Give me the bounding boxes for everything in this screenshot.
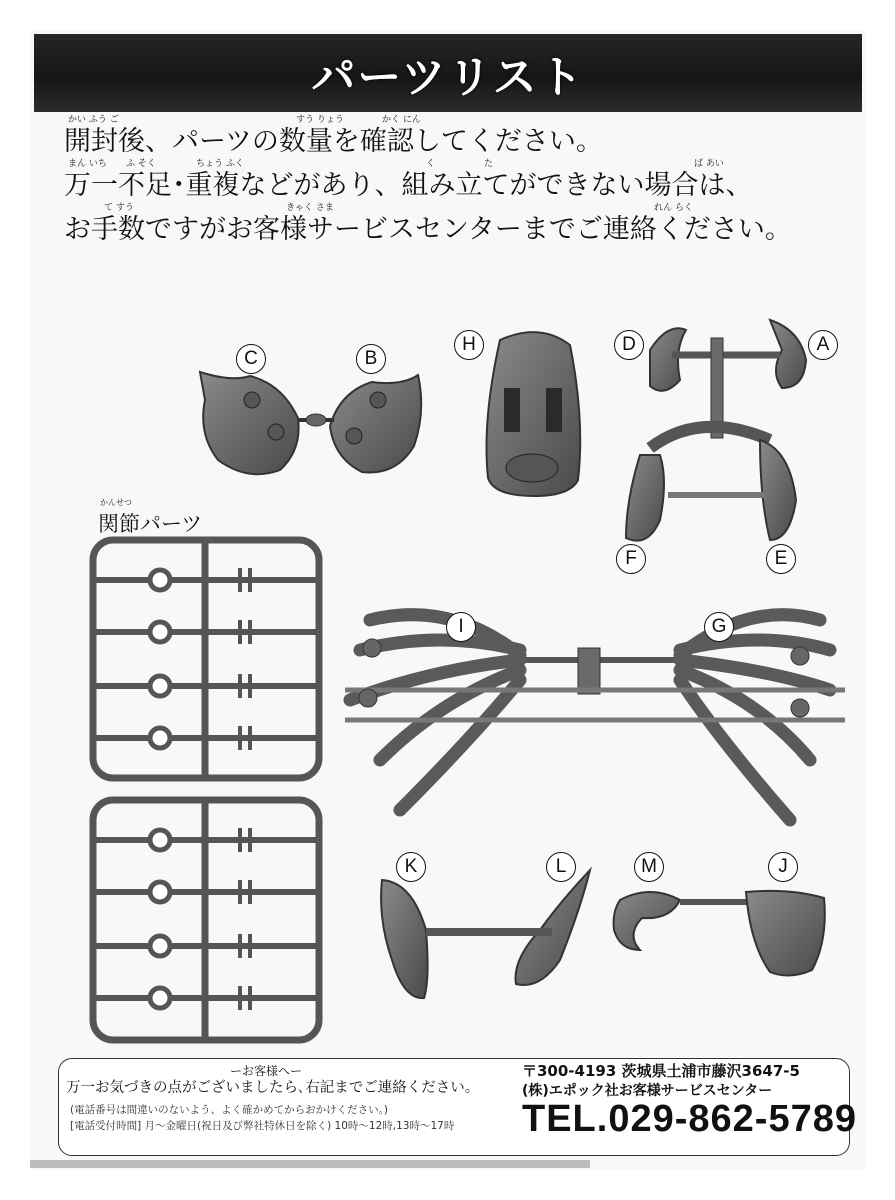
ruby-tesuu: て すう (104, 203, 134, 213)
ruby-manichi: まん いち (68, 159, 107, 169)
part-cb-gate (306, 414, 326, 426)
part-label-d: D (614, 330, 644, 360)
ruby-baai: ば あい (694, 159, 724, 169)
ruby-kyakusama: きゃく さま (286, 203, 334, 213)
part-m-shape (614, 892, 680, 950)
part-b-peg-1 (370, 392, 386, 408)
part-label-g: G (704, 612, 734, 642)
part-c-peg-1 (244, 392, 260, 408)
part-mj-pieces (614, 891, 825, 976)
part-g-legs (680, 615, 830, 820)
ruby-ta: た (484, 159, 494, 169)
part-c-shape (200, 372, 299, 474)
page-title: パーツリスト (311, 52, 585, 103)
customer-heading: ーお客様へー (230, 1064, 303, 1078)
ruby-ku: く (426, 159, 436, 169)
part-label-e: E (766, 544, 796, 574)
part-d-shape (650, 328, 686, 391)
part-label-l: L (546, 852, 576, 882)
part-b-shape (330, 375, 421, 472)
part-frame-arch (650, 427, 770, 448)
phone-number[interactable]: TEL.029-862-5789 (522, 1098, 857, 1140)
ruby-kakunin: かく にん (382, 115, 421, 125)
ruby-suuryou: すう りょう (296, 115, 344, 125)
part-k-shape (381, 880, 427, 998)
part-c-peg-2 (268, 424, 284, 440)
part-e-shape (760, 440, 796, 540)
joint-sprue-upper (93, 540, 319, 778)
part-h-slot-left (504, 388, 520, 432)
ruby-kaifuugo: かい ふう ご (68, 115, 119, 125)
postal-address: 〒300-4193 茨城県土浦市藤沢3647-5 (522, 1062, 800, 1080)
part-b-peg-2 (346, 428, 362, 444)
scan-shadow (30, 1160, 590, 1168)
part-h-base (506, 454, 558, 482)
part-kl-claws (381, 870, 590, 998)
part-label-i: I (446, 612, 476, 642)
part-label-b: B (356, 344, 386, 374)
part-label-c: C (236, 344, 266, 374)
part-label-h: H (454, 330, 484, 360)
joint-parts-label: 関節パーツ (98, 512, 203, 536)
customer-message: 万一お気づきの点がございましたら､右記までご連絡ください｡ (66, 1080, 472, 1096)
part-h-body (487, 332, 581, 496)
instruction-text-2: 万一不足･重複などがあり、組み立てができない場合は、 (64, 170, 753, 201)
part-adef-frame (626, 320, 806, 541)
part-f-shape (626, 455, 664, 541)
part-ig-center-post (578, 648, 600, 694)
company-name: (株)エポック社お客様サービスセンター (522, 1083, 773, 1099)
ruby-choufuku: ちょう ふく (196, 159, 244, 169)
part-label-k: K (396, 852, 426, 882)
phone-note: (電話番号は間違いのないよう、よく確かめてからおかけください。) (70, 1104, 388, 1116)
instruction-text-3: お手数ですがお客様サービスセンターまでご連絡ください。 (64, 214, 792, 245)
part-l-shape (516, 870, 591, 985)
part-h-slot-right (546, 388, 562, 432)
part-label-f: F (616, 544, 646, 574)
instruction-text-1: 開封後、パーツの数量を確認してください。 (64, 126, 603, 157)
joint-sprue-lower (93, 800, 319, 1040)
part-j-shape (746, 891, 825, 976)
ruby-kansetsu: かんせつ (100, 498, 132, 507)
part-label-j: J (768, 852, 798, 882)
ruby-renraku: れん らく (654, 203, 693, 213)
ruby-fusoku: ふ そく (126, 159, 156, 169)
part-label-a: A (808, 330, 838, 360)
part-cb-shoulders (200, 372, 421, 474)
joint-parts-title (98, 498, 203, 538)
part-ig-legs (345, 615, 845, 820)
part-label-m: M (634, 852, 664, 882)
reception-hours: [電話受付時間] 月～金曜日(祝日及び弊社特休日を除く) 10時～12時,13時～17時 (70, 1120, 455, 1132)
